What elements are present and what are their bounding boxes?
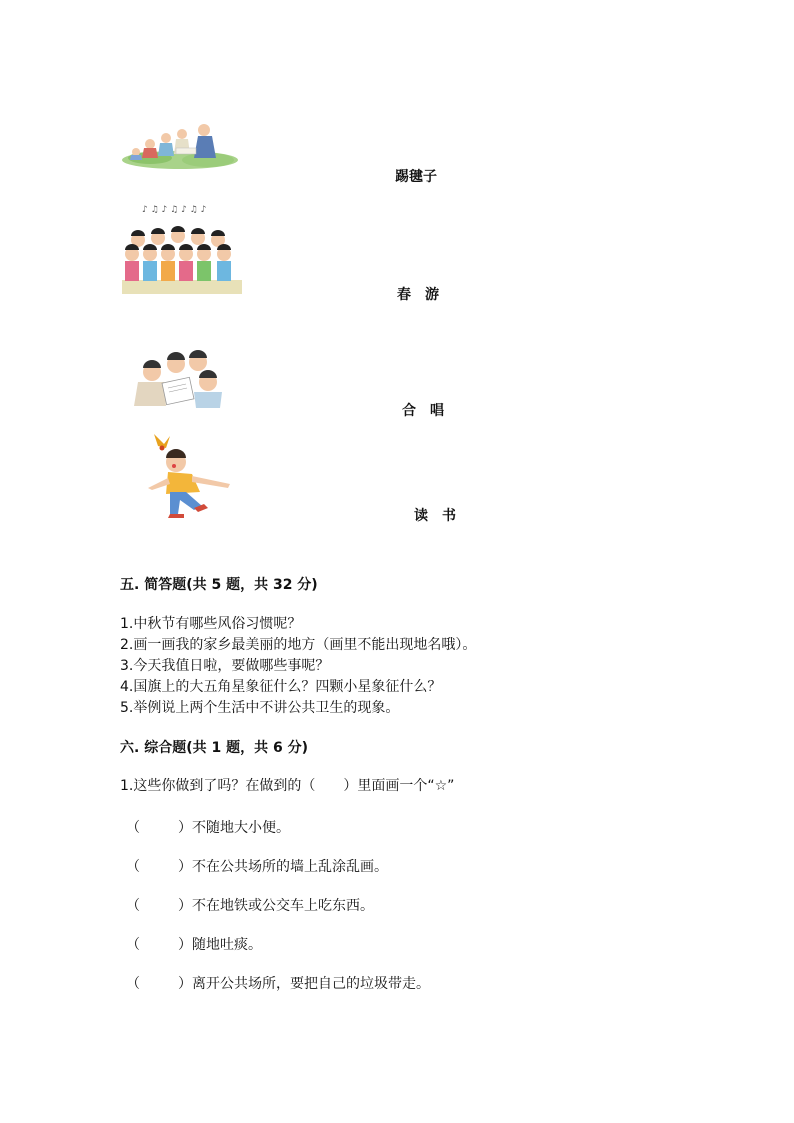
answer-blank[interactable]: （ [126, 937, 140, 953]
question-item: 5.举例说上两个生活中不讲公共卫生的现象。 [120, 700, 400, 716]
check-item [126, 856, 388, 876]
answer-blank[interactable]: （ [126, 859, 140, 875]
section-title-short-answer: 五. 简答题(共 5 题，共 32 分) [120, 577, 318, 593]
question-item: 4.国旗上的大五角星象征什么？四颗小星象征什么？ [120, 679, 442, 695]
question-prompt: 1.这些你做到了吗？在做到的（ ）里面画一个“☆” [120, 778, 455, 794]
question-item: 2.画一画我的家乡最美丽的地方（画里不能出现地名哦）。 [120, 637, 477, 653]
picnic-illustration [120, 118, 242, 170]
check-item-text: ）不在公共场所的墙上乱涂乱画。 [178, 859, 388, 875]
reading-illustration [128, 350, 224, 410]
check-item [126, 973, 430, 993]
activity-label-reading: 读 书 [414, 508, 456, 524]
check-item-text: ）不随地大小便。 [178, 820, 290, 836]
check-item-text: ）随地吐痰。 [178, 937, 262, 953]
question-item: 3.今天我值日啦，要做哪些事呢？ [120, 658, 330, 674]
answer-blank[interactable]: （ [126, 898, 140, 914]
activity-label-shuttlecock: 踢毽子 [395, 169, 437, 185]
shuttlecock-illustration [130, 430, 242, 522]
svg-text:♪ ♫ ♪ ♫ ♪ ♫ ♪: ♪ ♫ ♪ ♫ ♪ ♫ ♪ [142, 205, 207, 215]
answer-blank[interactable]: （ [126, 976, 140, 992]
check-item [126, 895, 374, 915]
check-item-text: ）不在地铁或公交车上吃东西。 [178, 898, 374, 914]
activity-label-outing: 春 游 [397, 287, 439, 303]
choir-illustration [120, 198, 244, 298]
check-item [126, 934, 262, 954]
section-title-comprehensive: 六. 综合题(共 1 题，共 6 分) [120, 740, 308, 756]
answer-blank[interactable]: （ [126, 820, 140, 836]
check-item [126, 817, 290, 837]
check-item-text: ）离开公共场所，要把自己的垃圾带走。 [178, 976, 430, 992]
activity-label-choir: 合 唱 [402, 403, 444, 419]
question-item: 1.中秋节有哪些风俗习惯呢？ [120, 616, 302, 632]
